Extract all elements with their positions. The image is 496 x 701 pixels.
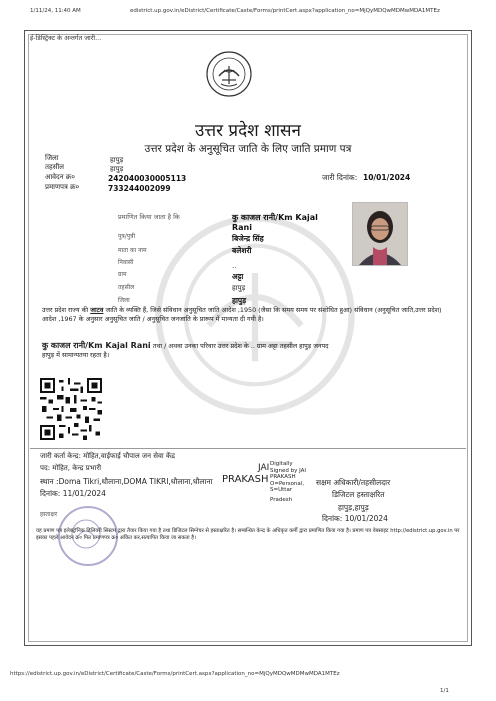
caste-paragraph — [42, 306, 450, 323]
signer-name-1: JAI — [258, 463, 270, 473]
district-label: जिला — [45, 154, 59, 162]
district2-value: हापुड़ — [232, 296, 247, 305]
up-emblem-icon — [205, 50, 253, 98]
caste-value: जाटव — [90, 306, 104, 314]
issue-place: स्थान :Doma Tikri,धौलाना,DOMA TIKRI,धौलाना,धौलाना — [40, 477, 213, 486]
village-label: ग्राम — [118, 271, 127, 278]
digital-sig-line: S=Uttar — [270, 487, 293, 494]
person-name-bold: कु काजल रानी/Km Kajal Rani — [42, 341, 151, 350]
centre-date: दिनांक: 11/01/2024 — [40, 489, 106, 498]
officer-subtitle: डिजिटल हस्ताक्षरित — [332, 490, 385, 499]
resident-label: निवासी — [118, 259, 134, 266]
paragraph-body: जाति के व्यक्ति हैं, जिसे संविधान अनुसूचित जाति आदेश ,1950 (जैसा कि समय समय पर संशोधित हुआ) संविधान (अनुसूचित जाति,उत्तर प्रदेश) आदेश ,1967 के अनुसार अनुसूचित जाति / अनुसूचित जनजाति के प्रारूप में मान्यता दी गयी है। — [42, 306, 442, 323]
issuer-post: पद: मोहित, केन्द्र प्रभारी — [40, 464, 102, 472]
tehsil-value: हापुड़ — [110, 165, 124, 173]
district2-label: जिला — [118, 297, 130, 304]
print-page-number: 1/1 — [440, 688, 449, 694]
digital-sig-line: PRAKASH — [270, 474, 296, 481]
residence-paragraph — [42, 342, 450, 359]
resident-value: .. — [232, 262, 237, 270]
divider — [30, 448, 466, 449]
print-datetime: 1/11/24, 11:40 AM — [30, 8, 81, 14]
tehsil-label: तहसील — [45, 163, 64, 171]
person-name-line1: कु काजल रानी/Km Kajal — [232, 213, 318, 222]
father-value: बिजेन्द्र सिंह — [232, 234, 264, 243]
digital-sig-line: Digitally — [270, 461, 293, 467]
paragraph-lead: उत्तर प्रदेश राज्य की — [42, 306, 89, 314]
district-value: हापुड़ — [110, 156, 124, 164]
officer-date: दिनांक: 10/01/2024 — [322, 514, 388, 523]
applicant-photo — [352, 202, 408, 266]
certificate-no-value: 733244002099 — [108, 184, 171, 193]
digital-sig-line: Pradesh — [270, 496, 293, 503]
certificate-subtitle: उत्तर प्रदेश के अनुसूचित जाति के लिए जाति प्रमाण पत्र — [144, 143, 352, 155]
footer-note: यह प्रमाण पत्र इलेक्ट्रॉनिक डिलिवरी सिस्टम द्वारा तैयार किया गया है तथा डिजिटल सिग्नेचर से हस्ताक्षरित है। सम्बन्धित केन्द्र के अधिकृत कर्मी द्वारा प्रमाणित किया गया है। प्रमाण पत्र वेबसाइट http://edistrict.up.gov.in पर इसका पहले आवेदन क्र० फिर प्रमाणपत्र क्र० अंकित कर,सत्यापित किया जा सकता है। — [36, 528, 460, 541]
top-note: ई-डिस्ट्रिक्ट के अन्तर्गत जारी... — [30, 34, 102, 42]
mother-label: माता का नाम — [118, 247, 147, 254]
officer-title: सक्षम अधिकारी/तहसीलदार — [316, 478, 391, 487]
print-url-header: edistrict.up.gov.in/eDistrict/Certificate/Caste/Forms/printCert.aspx?application_no=MjQyMDQwMDMwMDA1MTEz — [130, 8, 440, 14]
application-label: आवेदन क्र० — [45, 173, 75, 181]
application-value: 242040030005113 — [108, 174, 187, 183]
digital-signature-block — [270, 461, 306, 504]
village-value: अट्टा — [232, 272, 244, 281]
issue-date-value: 10/01/2024 — [363, 173, 411, 182]
qr-code — [40, 378, 102, 440]
officer-place: हापुड़,हापुड़ — [338, 503, 369, 512]
signature-label: हस्ताक्षर — [40, 511, 58, 518]
person-name-line2: Rani — [232, 223, 252, 232]
certificate-title: उत्तर प्रदेश शासन — [195, 121, 301, 141]
issuing-centre: जारी कर्ता केन्द्र: मोहित,वाईफाई चौपाल जन सेवा केंद्र — [40, 452, 175, 460]
issue-date-label: जारी दिनांक: — [322, 173, 358, 182]
residence-text: तथा / अथवा उनका परिवार उत्तर प्रदेश के .. ग्राम अट्टा तहसील हापुड़ जनपद — [152, 342, 329, 350]
tehsil2-label: तहसील — [118, 284, 135, 291]
signer-name-2: PRAKASH — [222, 474, 269, 485]
print-url-footer: https://edistrict.up.gov.in/eDistrict/Certificate/Caste/Forms/printCert.aspx?application_no=MjQyMDQwMDMwMDA1MTEz — [10, 671, 340, 677]
father-label: पुत्र/पुत्री — [118, 233, 136, 240]
certify-label: प्रमाणित किया जाता है कि — [118, 213, 180, 221]
certificate-no-label: प्रमाणपत्र क्र० — [45, 183, 80, 191]
residence-text-2: हापुड़ में सामान्यतया रहता है। — [42, 350, 110, 359]
mother-value: बलेशरी — [232, 246, 252, 255]
tehsil2-value: हापुड़ — [232, 284, 246, 292]
digital-sig-line: Signed by JAI — [270, 467, 307, 474]
digital-sig-line: O=Personal, — [270, 480, 305, 487]
